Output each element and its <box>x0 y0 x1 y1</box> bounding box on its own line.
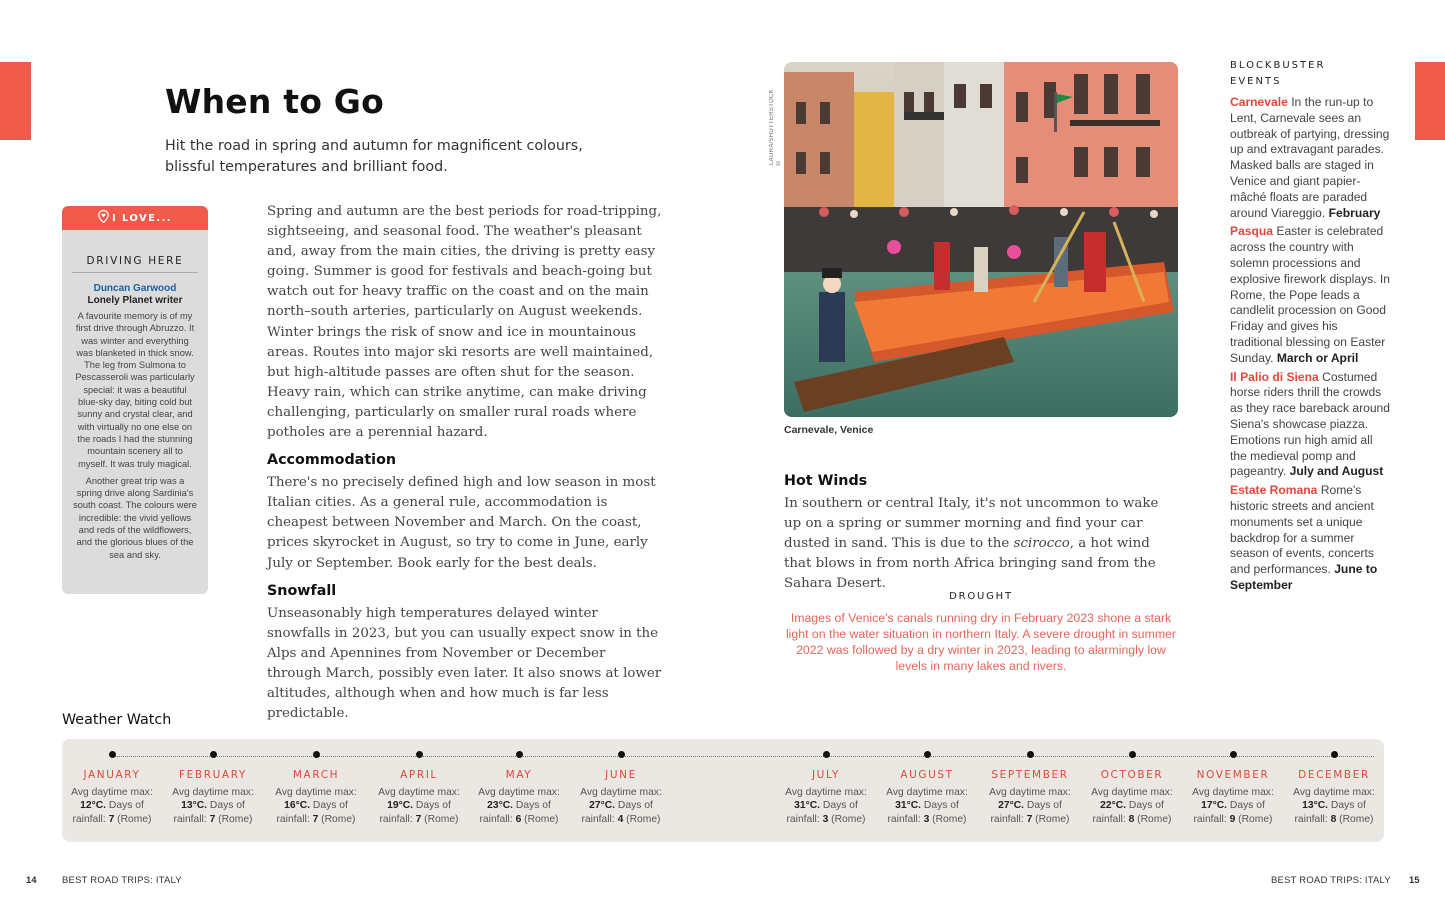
timeline-dot <box>1027 751 1034 758</box>
page-intro: Hit the road in spring and autumn for magnificent colours, blissful temperatures and brilliant food. <box>165 138 583 175</box>
timeline-dot <box>1230 751 1237 758</box>
weather-month <box>573 751 669 826</box>
timeline-dot <box>210 751 217 758</box>
month-stats <box>268 786 364 826</box>
event-name: Carnevale <box>1230 95 1288 109</box>
event-name: Estate Romana <box>1230 483 1318 498</box>
month-stats <box>471 786 567 826</box>
event-when: February <box>1328 205 1381 220</box>
footer-left: BEST ROAD TRIPS: ITALY <box>62 875 182 886</box>
timeline-dot <box>109 751 116 758</box>
weather-watch-title: Weather Watch <box>62 712 172 728</box>
event-text: In the run-up to Lent, Carnevale sees an outbreak of partying, dressing up and extravagant parades. Masked balls are staged in Venice and giant papier-mâché floats are paraded around Viareggio. <box>1230 95 1390 220</box>
i-love-box <box>62 206 208 594</box>
rain-value: 9 <box>1229 813 1236 825</box>
month-stats <box>371 786 467 826</box>
rain-prefix: Days of rainfall: <box>887 800 959 825</box>
rain-prefix: Days of rainfall: <box>379 800 451 825</box>
temp-prefix: Avg daytime max: <box>580 787 662 798</box>
month-stats <box>1185 786 1281 826</box>
month-name: JULY <box>811 769 841 781</box>
rain-value: 7 <box>1026 813 1033 825</box>
main-text-column <box>267 202 663 724</box>
i-love-header <box>62 206 208 230</box>
hot-winds-paragraph <box>784 494 1176 594</box>
temp-value: 17°C. <box>1201 800 1228 812</box>
temp-value: 13°C. <box>1302 800 1329 812</box>
month-name: FEBRUARY <box>179 769 247 781</box>
rain-prefix: Days of rainfall: <box>173 800 245 825</box>
timeline-dot <box>1331 751 1338 758</box>
blockbuster-heading: BLOCKBUSTER EVENTS <box>1230 60 1326 87</box>
blockbuster-events <box>1230 58 1390 597</box>
weather-month <box>982 751 1078 826</box>
city-label: (Rome) <box>1235 813 1273 825</box>
i-love-subtitle: DRIVING HERE <box>86 255 184 267</box>
temp-prefix: Avg daytime max: <box>886 787 968 798</box>
timeline-dot <box>1129 751 1136 758</box>
rain-prefix: Days of rainfall: <box>581 800 653 825</box>
snowfall-heading: Snowfall <box>267 582 337 599</box>
city-label: (Rome) <box>521 813 559 825</box>
timeline-dot <box>416 751 423 758</box>
footer-right: BEST ROAD TRIPS: ITALY <box>1271 875 1391 886</box>
city-label: (Rome) <box>828 813 866 825</box>
rain-value: 6 <box>515 813 522 825</box>
rain-prefix: Days of rainfall: <box>1092 800 1164 825</box>
temp-value: 31°C. <box>895 800 922 812</box>
divider <box>72 272 198 273</box>
location-pin-icon <box>98 210 109 226</box>
hot-winds-section <box>784 463 1176 594</box>
weather-month <box>879 751 975 826</box>
weather-month <box>1185 751 1281 826</box>
weather-month <box>1286 751 1382 826</box>
weather-month <box>165 751 261 826</box>
page-number-left: 14 <box>26 875 37 886</box>
month-name: NOVEMBER <box>1196 769 1270 781</box>
rain-value: 8 <box>1330 813 1337 825</box>
event-text: Costumed horse riders thrill the crowds as they race bareback around Siena's showcase piazza. Emotions run high amid all the medieval pomp and pageantry. <box>1230 369 1391 479</box>
city-label: (Rome) <box>1336 813 1374 825</box>
temp-prefix: Avg daytime max: <box>478 787 560 798</box>
timeline-dot <box>924 751 931 758</box>
carnevale-photo <box>784 62 1178 417</box>
rain-value: 3 <box>822 813 829 825</box>
intro-paragraph: Spring and autumn are the best periods for road-tripping, sightseeing, and seasonal food. The weather's pleasant and, away from the main cities, the driving is pretty easy going. Summer is good for festivals and beach-going but watch out for heavy traffic on the coast and on the main north–south arteries, particularly on August weekends. Winter brings the risk of snow and ice in mountainous areas. Routes into major ski resorts are well maintained, but high-altitude passes are often shut for the season. Heavy rain, which can strike anytime, can make driving challenging, particularly on smaller rural roads where potholes are a perennial hazard. <box>267 204 662 441</box>
month-name: MAY <box>505 769 533 781</box>
weather-month <box>778 751 874 826</box>
event-item <box>1230 95 1390 221</box>
hot-winds-text: In southern or central Italy, it's not uncommon to wake up on a spring or summer morning and find your car dusted in sand. This is due to the <box>784 496 1159 552</box>
event-name: Il Palio di Siena <box>1230 369 1319 384</box>
month-stats <box>982 786 1078 826</box>
temp-prefix: Avg daytime max: <box>989 787 1071 798</box>
rain-prefix: Days of rainfall: <box>990 800 1062 825</box>
event-when: March or April <box>1276 350 1359 365</box>
temp-value: 16°C. <box>284 800 311 812</box>
weather-month <box>64 751 160 826</box>
month-name: AUGUST <box>900 769 954 781</box>
drought-heading: DROUGHT <box>949 591 1013 602</box>
scirocco-term: scirocco <box>1013 536 1070 552</box>
left-page-tab <box>0 62 31 140</box>
rain-value: 3 <box>923 813 930 825</box>
event-when: July and August <box>1289 464 1384 479</box>
right-page-tab <box>1415 62 1445 140</box>
month-name: OCTOBER <box>1100 769 1164 781</box>
weather-month <box>268 751 364 826</box>
temp-prefix: Avg daytime max: <box>1293 787 1375 798</box>
weather-month <box>1084 751 1180 826</box>
weather-watch-panel <box>62 739 1384 842</box>
temp-value: 27°C. <box>589 800 616 812</box>
temp-value: 23°C. <box>487 800 514 812</box>
temp-prefix: Avg daytime max: <box>1091 787 1173 798</box>
rain-value: 8 <box>1128 813 1135 825</box>
city-label: (Rome) <box>623 813 661 825</box>
month-stats <box>1286 786 1382 826</box>
month-name: DECEMBER <box>1298 769 1370 781</box>
event-name: Pasqua <box>1230 224 1274 239</box>
month-name: SEPTEMBER <box>991 769 1069 781</box>
rain-prefix: Days of rainfall: <box>479 800 551 825</box>
rain-value: 7 <box>312 813 319 825</box>
rain-prefix: Days of rainfall: <box>72 800 144 825</box>
month-stats <box>573 786 669 826</box>
accommodation-paragraph: There's no precisely defined high and low season in most Italian cities. As a general rule, accommodation is cheapest between November and March. On the coast, prices skyrocket in August, so try to come in June, early July or September. Book early for the best deals. <box>267 475 656 571</box>
i-love-paragraph: A favourite memory is of my first drive through Abruzzo. It was winter and everything was blanketed in thick snow. The leg from Sulmona to Pescasseroli was particularly special: it was a beautiful blue-sky day, biting cold but sunny and crystal clear, and with virtually no one else on the roads I had the stunning mountain scenery all to myself. It was truly magical. <box>75 311 195 469</box>
rain-value: 7 <box>108 813 115 825</box>
month-name: APRIL <box>400 769 438 781</box>
page-number-right: 15 <box>1409 875 1420 886</box>
hot-winds-text: , a hot wind that blows in from north Africa bringing sand from the Sahara Desert. <box>784 536 1156 592</box>
month-name: JUNE <box>605 769 637 781</box>
city-label: (Rome) <box>1032 813 1070 825</box>
accommodation-heading: Accommodation <box>267 452 397 469</box>
drought-text: Images of Venice's canals running dry in February 2023 shone a stark light on the water situation in northern Italy. A severe drought in summer 2022 was followed by a dry winter in 2023, leading to alarmingly low levels in many lakes and rivers. <box>785 611 1177 674</box>
page-title: When to Go <box>165 82 384 121</box>
timeline-dot <box>823 751 830 758</box>
city-label: (Rome) <box>318 813 356 825</box>
month-stats <box>64 786 160 826</box>
temp-prefix: Avg daytime max: <box>785 787 867 798</box>
month-stats <box>165 786 261 826</box>
event-item <box>1230 370 1390 481</box>
i-love-paragraph: Another great trip was a spring drive along Sardinia's south coast. The colours were incredible: the vivid yellows and reds of the wildflowers, and the glorious blues of the sea and sky. <box>73 475 197 560</box>
rain-prefix: Days of rainfall: <box>276 800 348 825</box>
city-label: (Rome) <box>114 813 152 825</box>
city-label: (Rome) <box>215 813 253 825</box>
rain-value: 4 <box>617 813 624 825</box>
timeline-dot <box>618 751 625 758</box>
weather-month <box>471 751 567 826</box>
rain-prefix: Days of rainfall: <box>1193 800 1265 825</box>
temp-prefix: Avg daytime max: <box>378 787 460 798</box>
event-text: Rome's historic streets and ancient monuments set a unique backdrop for a summer season of events, concerts and performances. <box>1230 483 1374 577</box>
month-stats <box>879 786 975 826</box>
month-stats <box>1084 786 1180 826</box>
temp-prefix: Avg daytime max: <box>1192 787 1274 798</box>
i-love-text <box>72 310 198 561</box>
snowfall-paragraph: Unseasonably high temperatures delayed winter snowfalls in 2023, but you can usually expect snow in the Alps and Apennines from November or December through March, possibly even later. It also snows at lower altitudes, although when and how much is far less predictable. <box>267 605 662 722</box>
city-label: (Rome) <box>929 813 967 825</box>
event-when: June to September <box>1230 562 1378 592</box>
temp-prefix: Avg daytime max: <box>172 787 254 798</box>
rain-prefix: Days of rainfall: <box>786 800 858 825</box>
rain-value: 7 <box>415 813 422 825</box>
temp-value: 12°C. <box>80 800 107 812</box>
temp-prefix: Avg daytime max: <box>71 787 153 798</box>
city-label: (Rome) <box>1134 813 1172 825</box>
author-role: Lonely Planet writer <box>87 295 183 306</box>
timeline-dot <box>313 751 320 758</box>
hot-winds-heading: Hot Winds <box>784 473 868 489</box>
rain-prefix: Days of rainfall: <box>1294 800 1366 825</box>
temp-value: 31°C. <box>794 800 821 812</box>
temp-prefix: Avg daytime max: <box>275 787 357 798</box>
event-text: Easter is celebrated across the country with solemn processions and explosive firework displays. In Rome, the Pope leads a candlelit procession on Good Friday and gives his traditional blessing on Easter Sunday. <box>1230 224 1390 365</box>
month-name: MARCH <box>292 769 340 781</box>
temp-value: 27°C. <box>998 800 1025 812</box>
weather-month <box>371 751 467 826</box>
timeline-dot <box>516 751 523 758</box>
temp-value: 19°C. <box>387 800 414 812</box>
carnevale-illustration <box>784 62 1178 417</box>
rain-value: 7 <box>209 813 216 825</box>
month-name: JANUARY <box>83 769 141 781</box>
city-label: (Rome) <box>421 813 459 825</box>
i-love-label: I LOVE... <box>111 212 173 224</box>
month-stats <box>778 786 874 826</box>
photo-credit: LAURA/SHUTTERSTOCK © <box>769 89 781 165</box>
temp-value: 13°C. <box>181 800 208 812</box>
author-name: Duncan Garwood <box>93 283 177 294</box>
event-item <box>1230 224 1390 366</box>
event-item <box>1230 483 1390 594</box>
temp-value: 22°C. <box>1100 800 1127 812</box>
photo-caption: Carnevale, Venice <box>784 424 874 436</box>
